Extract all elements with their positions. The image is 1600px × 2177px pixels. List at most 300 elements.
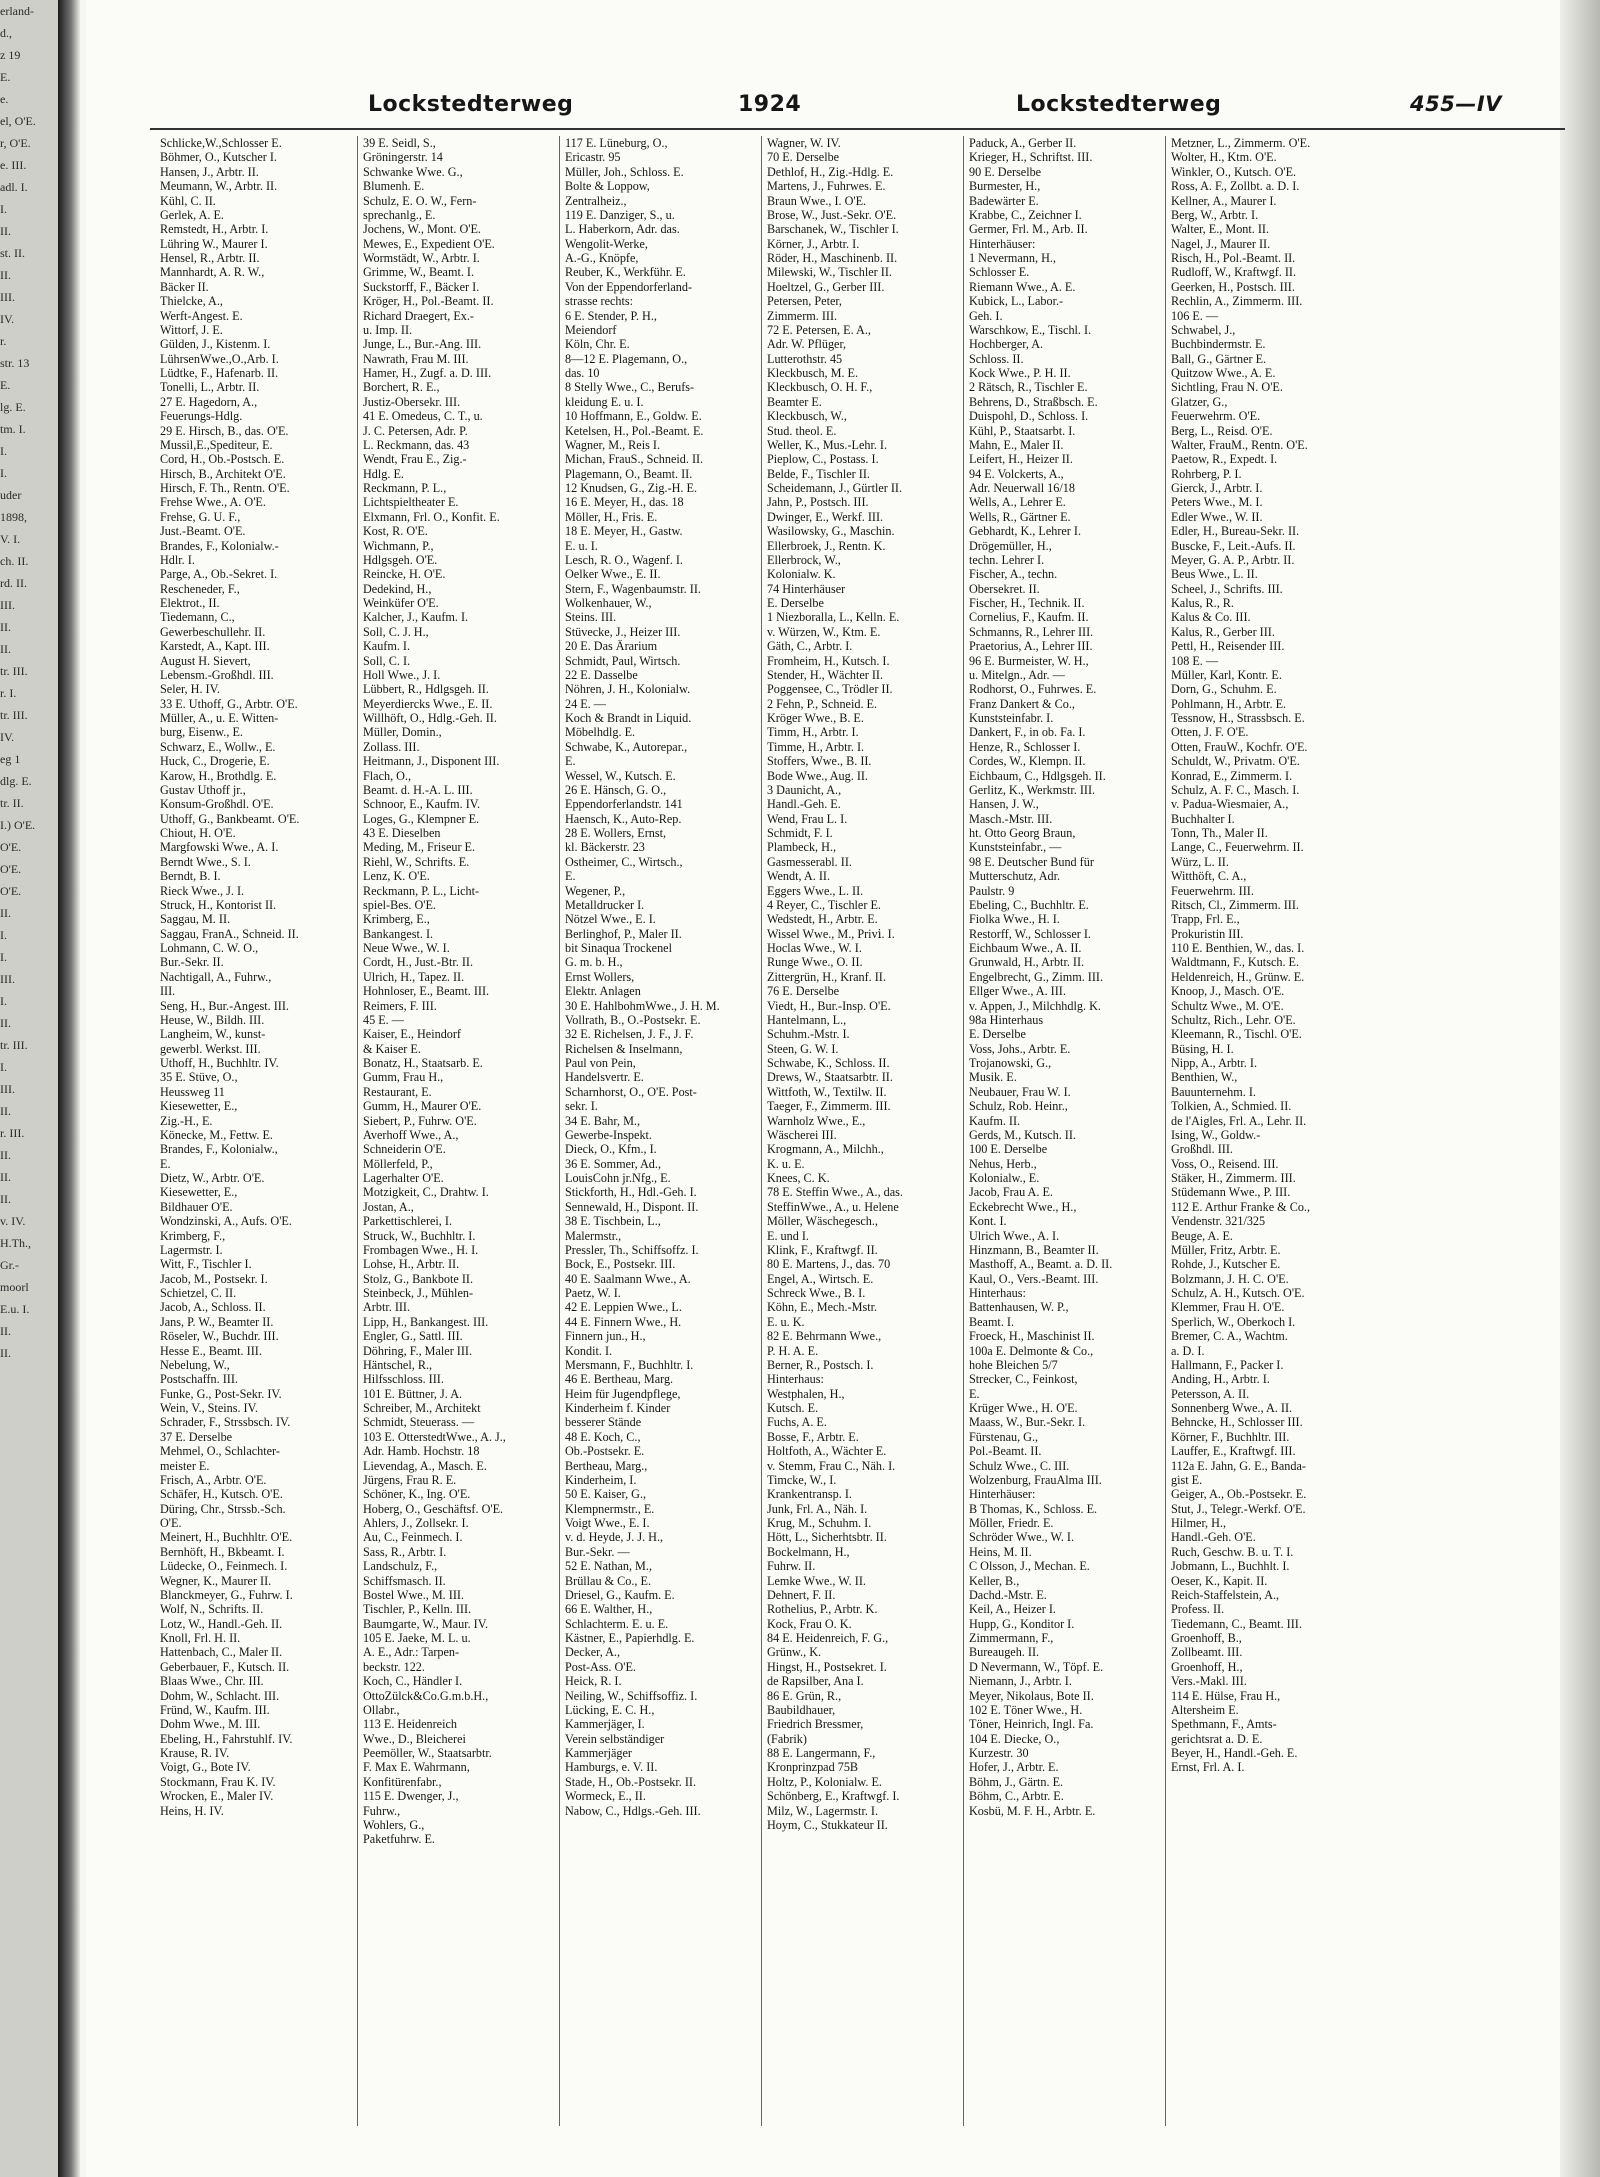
directory-entry: OttoZülck&Co.G.m.b.H., (363, 1688, 489, 1703)
facing-page-fragment: II. (0, 268, 11, 282)
directory-entry: Wagner, M., Reis I. (565, 437, 660, 452)
directory-entry: Düring, Chr., Strssb.-Sch. (160, 1501, 286, 1516)
directory-entry: Stoffers, Wwe., B. II. (767, 754, 872, 769)
directory-entry: Thielcke, A., (160, 294, 223, 309)
directory-entry: burg, Eisenw., E. (160, 725, 243, 740)
directory-entry: LührsenWwe.,O.,Arb. I. (160, 351, 279, 366)
directory-entry: Müller, Fritz, Arbtr. E. (1171, 1242, 1281, 1257)
directory-entry: a. D. I. (1171, 1343, 1205, 1358)
directory-entry: E. u. K. (767, 1314, 805, 1329)
directory-entry: Tonn, Th., Maler II. (1171, 826, 1268, 840)
directory-entry: Meyerdiercks Wwe., E. II. (363, 696, 493, 711)
directory-entry: 18 E. Meyer, H., Gastw. (565, 524, 683, 539)
facing-page-fragment: r. (0, 334, 7, 348)
facing-page-fragment: III. (0, 972, 15, 986)
directory-entry: Neubauer, Frau W. I. (969, 1084, 1071, 1099)
directory-entry: Drews, W., Staatsarbtr. II. (767, 1070, 893, 1085)
directory-entry: 32 E. Richelsen, J. F., J. F. (565, 1027, 694, 1042)
directory-entry: Riemann Wwe., A. E. (969, 279, 1076, 294)
directory-entry: Tonelli, L., Arbtr. II. (160, 380, 260, 395)
facing-page-fragment: tr. III. (0, 664, 28, 678)
directory-entry: Kost, R. O'E. (363, 524, 428, 539)
directory-entry: Justiz-Obersekr. III. (363, 394, 461, 409)
directory-entry: Ketelsen, H., Pol.-Beamt. E. (565, 423, 704, 438)
directory-entry: Elektr. Anlagen (565, 984, 641, 999)
directory-entry: 12 Knudsen, G., Zig.-H. E. (565, 481, 698, 495)
directory-entry: Geh. I. (969, 308, 1003, 323)
directory-entry: Lüdtke, F., Hafenarb. II. (160, 366, 279, 380)
directory-entry: Saggau, M. II. (160, 912, 231, 927)
directory-entry: Flach, O., (363, 768, 412, 783)
directory-entry: bit Sinaqua Trockenel (565, 941, 672, 955)
directory-entry: Bostel Wwe., M. III. (363, 1587, 464, 1602)
directory-entry: Hohnloser, E., Beamt. III. (363, 984, 490, 999)
directory-entry: Froeck, H., Maschinist II. (969, 1329, 1095, 1344)
directory-entry: Paetz, W. I. (565, 1286, 621, 1300)
directory-entry: 42 E. Leppien Wwe., L. (565, 1300, 682, 1315)
directory-entry: Brüllau & Co., E. (565, 1573, 651, 1588)
directory-column (559, 136, 761, 2126)
directory-entry: Cordes, W., Klempn. II. (969, 754, 1086, 769)
directory-entry: SteffinWwe., A., u. Helene (767, 1199, 899, 1214)
directory-entry: 2 Fehn, P., Schneid. E. (767, 696, 878, 711)
directory-entry: P. H. A. E. (767, 1343, 819, 1358)
directory-entry: Oeser, K., Kapit. II. (1171, 1573, 1268, 1588)
directory-entry: de Rapsilber, Ana I. (767, 1674, 864, 1689)
directory-entry: Schmidt, Paul, Wirtsch. (565, 653, 681, 668)
directory-entry: 78 E. Steffin Wwe., A., das. (767, 1185, 903, 1200)
directory-entry: E. und I. (767, 1228, 809, 1243)
directory-entry: Edler, H., Bureau-Sekr. II. (1171, 524, 1300, 539)
facing-page-fragment: tr. III. (0, 708, 28, 722)
directory-entry: Gustav Uthoff jr., (160, 782, 246, 797)
directory-entry: Hinterhäuser: (969, 1487, 1036, 1502)
directory-entry: Beuge, A. E. (1171, 1228, 1233, 1243)
directory-entry: Maass, W., Bur.-Sekr. I. (969, 1415, 1086, 1430)
directory-entry: Richelsen & Inselmann, (565, 1041, 683, 1056)
directory-entry: 27 E. Hagedorn, A., (160, 394, 258, 409)
directory-entry: Reckmann, P. L., (363, 481, 447, 495)
directory-entry: Schwabel, J., (1171, 322, 1236, 337)
directory-entry: Hingst, H., Postsekret. I. (767, 1659, 887, 1674)
directory-entry: beckstr. 122. (363, 1659, 425, 1674)
directory-entry: Malermstr., (565, 1228, 622, 1243)
directory-entry: Nipp, A., Arbtr. I. (1171, 1056, 1257, 1070)
directory-entry: Plagemann, O., Beamt. II. (565, 466, 693, 481)
directory-entry: Dietz, W., Arbtr. O'E. (160, 1171, 265, 1185)
directory-entry: Stender, H., Wächter II. (767, 667, 884, 682)
directory-entry: Wormeck, E., II. (565, 1789, 646, 1804)
facing-page-fragment: I. (0, 950, 7, 964)
directory-entry: G. m. b. H., (565, 955, 623, 970)
directory-entry: 46 E. Bertheau, Marg. (565, 1372, 674, 1387)
directory-entry: Risch, H., Pol.-Beamt. II. (1171, 251, 1296, 265)
directory-entry: Dohm, W., Schlacht. III. (160, 1688, 280, 1703)
directory-entry: Konfitürenfabr., (363, 1774, 442, 1789)
directory-entry: Just.-Beamt. O'E. (160, 524, 246, 539)
directory-entry: (Fabrik) (767, 1731, 807, 1746)
directory-entry: Dehnert, F. II. (767, 1587, 836, 1602)
directory-entry: 40 E. Saalmann Wwe., A. (565, 1271, 691, 1286)
directory-entry: Bankangest. I. (363, 926, 434, 941)
directory-entry: Jans, P. W., Beamter II. (160, 1314, 274, 1329)
directory-entry: Voss, Johs., Arbtr. E. (969, 1041, 1071, 1056)
directory-entry: Fischer, H., Technik. II. (969, 596, 1085, 610)
directory-entry: Stickforth, H., Hdl.-Geh. I. (565, 1185, 697, 1200)
directory-entry: 106 E. — (1171, 308, 1219, 323)
directory-entry: Keller, B., (969, 1573, 1020, 1588)
directory-entry: Petersson, A. II. (1171, 1386, 1250, 1401)
directory-entry: Ulrich, H., Tapez. II. (363, 969, 465, 984)
facing-page-fragment: v. IV. (0, 1214, 26, 1228)
directory-entry: Hofer, J., Arbtr. E. (969, 1760, 1059, 1775)
directory-entry: Gumm, Frau H., (363, 1070, 444, 1085)
directory-entry: Zollbeamt. III. (1171, 1645, 1243, 1660)
directory-entry: Wwe., D., Bleicherei (363, 1731, 466, 1746)
directory-entry: Schulz Wwe., C. III. (969, 1458, 1070, 1473)
directory-entry: Pressler, Th., Schiffsoffz. I. (565, 1242, 699, 1257)
directory-entry: Pieplow, C., Postass. I. (767, 452, 879, 467)
directory-entry: Benthien, W., (1171, 1070, 1238, 1085)
directory-entry: Knoll, Frl. H. II. (160, 1631, 241, 1645)
directory-entry: Grünw., K. (767, 1645, 822, 1660)
directory-entry: Jacob, Frau A. E. (969, 1185, 1053, 1200)
directory-entry: Gebhardt, K., Lehrer I. (969, 524, 1082, 539)
directory-entry: Köln, Chr. E. (565, 337, 630, 352)
directory-entry: Hilmer, H., (1171, 1516, 1227, 1530)
directory-entry: Hdlg. E. (363, 466, 404, 481)
directory-entry: hohe Bleichen 5/7 (969, 1357, 1058, 1372)
directory-entry: Wittorf, J. E. (160, 322, 223, 337)
directory-entry: Driesel, G., Kaufm. E. (565, 1587, 675, 1602)
directory-entry: Heins, H. IV. (160, 1803, 224, 1818)
facing-page-fragment: O'E. (0, 862, 22, 876)
directory-entry: Steinbeck, J., Mühlen- (363, 1286, 474, 1300)
facing-page-fragment: e. III. (0, 158, 27, 172)
directory-entry: Hinzmann, B., Beamter II. (969, 1242, 1099, 1257)
directory-entry: Hoym, C., Stukkateur II. (767, 1817, 888, 1832)
directory-entry: Altersheim E. (1171, 1702, 1239, 1717)
facing-page-fragment: II. (0, 224, 11, 238)
directory-entry: Hinterhaus: (767, 1372, 824, 1387)
directory-entry: Krieger, H., Schriftst. III. (969, 150, 1093, 165)
directory-entry: Berlinghof, P., Maler II. (565, 926, 682, 941)
directory-entry: Beyer, H., Handl.-Geh. E. (1171, 1746, 1298, 1760)
directory-entry: Buchbindermstr. E. (1171, 337, 1266, 352)
directory-entry: Gumm, H., Maurer O'E. (363, 1099, 482, 1114)
directory-entry: Seler, H. IV. (160, 682, 220, 697)
directory-entry: Hesse E., Beamt. III. (160, 1343, 262, 1358)
directory-entry: Nawrath, Frau M. III. (363, 351, 469, 366)
directory-entry: Gröningerstr. 14 (363, 150, 443, 165)
facing-page-fragment: II. (0, 1170, 11, 1184)
directory-entry: Mersmann, F., Buchhltr. I. (565, 1357, 694, 1372)
directory-entry: Büsing, H. I. (1171, 1041, 1234, 1056)
directory-entry: Lüdecke, O., Feinmech. I. (160, 1559, 288, 1574)
directory-entry: Poggensee, C., Trödler II. (767, 682, 893, 697)
directory-entry: Hupp, G., Konditor I. (969, 1616, 1075, 1631)
facing-page-fragment: I. (0, 994, 7, 1008)
header-rule (150, 128, 1565, 130)
directory-entry: Krimberg, F., (160, 1228, 226, 1243)
directory-entry: Averhoff Wwe., A., (363, 1127, 459, 1142)
directory-entry: Wells, A., Lehrer E. (969, 495, 1066, 510)
directory-entry: Rechlin, A., Zimmerm. III. (1171, 294, 1303, 309)
directory-entry: Reincke, H. O'E. (363, 567, 446, 582)
directory-entry: 98a Hinterhaus (969, 1012, 1044, 1027)
directory-entry: 101 E. Büttner, J. A. (363, 1386, 463, 1401)
facing-page-fragment: II. (0, 1346, 11, 1360)
directory-entry: Frisch, A., Arbtr. O'E. (160, 1472, 267, 1487)
directory-entry: Rohrberg, P. I. (1171, 466, 1242, 481)
directory-entry: Kiesewetter, E., (160, 1185, 238, 1200)
directory-entry: Hamburgs, e. V. II. (565, 1760, 658, 1775)
directory-entry: Adr. Hamb. Hochstr. 18 (363, 1444, 480, 1459)
directory-entry: Lotz, W., Handl.-Geh. II. (160, 1616, 283, 1631)
directory-entry: 8 Stelly Wwe., C., Berufs- (565, 380, 695, 395)
directory-entry: Paetow, R., Expedt. I. (1171, 452, 1278, 467)
directory-entry: Kronprinzpad 75B (767, 1760, 859, 1775)
directory-entry: 37 E. Derselbe (160, 1429, 233, 1444)
directory-entry: Eichbaum, C., Hdlgsgeh. II. (969, 768, 1106, 783)
directory-entry: Beus Wwe., L. II. (1171, 567, 1258, 582)
directory-entry: A. E., Adr.: Tarpen- (363, 1645, 460, 1660)
directory-entry: Timcke, W., I. (767, 1472, 837, 1487)
directory-entry: Bernhöft, H., Bkbeamt. I. (160, 1544, 285, 1559)
directory-entry: Martens, J., Fuhrwes. E. (767, 179, 886, 194)
header-street-right: Lockstedterweg (1016, 92, 1222, 117)
directory-entry: Lagermstr. I. (160, 1242, 223, 1257)
directory-entry: Würz, L. II. (1171, 854, 1229, 869)
directory-entry: kleidung E. u. I. (565, 394, 644, 409)
directory-entry: 1 Niezboralla, L., Kelln. E. (767, 610, 900, 625)
directory-entry: Drögemüller, H., (969, 538, 1052, 553)
directory-entry: Kinderheim, I. (565, 1472, 637, 1487)
directory-entry: Peters Wwe., M. I. (1171, 495, 1263, 510)
directory-entry: Huck, C., Drogerie, E. (160, 754, 270, 769)
facing-page-fragment: erland- (0, 4, 34, 18)
directory-entry: Meiendorf (565, 322, 617, 337)
directory-entry: Bremer, C. A., Wachtm. (1171, 1329, 1288, 1344)
facing-page-fragment: tr. III. (0, 1038, 28, 1052)
directory-entry: 84 E. Heidenreich, F. G., (767, 1631, 889, 1645)
directory-entry: Hansen, J., Arbtr. II. (160, 164, 259, 179)
directory-entry: 50 E. Kaiser, G., (565, 1487, 647, 1502)
directory-entry: Schulz, Rob. Heinr., (969, 1099, 1068, 1114)
directory-entry: 66 E. Walther, H., (565, 1602, 653, 1617)
directory-entry: Meyer, G. A. P., Arbtr. II. (1171, 552, 1295, 567)
facing-page-fragment: I. (0, 928, 7, 942)
directory-entry: Zimmerm. III. (767, 308, 838, 323)
directory-entry: Sperlich, W., Oberkoch I. (1171, 1314, 1296, 1329)
directory-column (357, 136, 559, 2126)
directory-entry: Krause, R. IV. (160, 1746, 230, 1760)
directory-entry: Reich-Staffelstein, A., (1171, 1587, 1280, 1602)
facing-page-fragment: tm. I. (0, 422, 26, 436)
directory-entry: Schultz Wwe., M. O'E. (1171, 998, 1284, 1013)
directory-entry: Sennewald, H., Dispont. II. (565, 1199, 699, 1214)
directory-entry: Großhdl. III. (1171, 1142, 1233, 1157)
directory-entry: Nachtigall, A., Fuhrw., (160, 969, 272, 984)
directory-entry: Cordt, H., Just.-Btr. II. (363, 955, 474, 970)
directory-entry: Wrocken, E., Maler IV. (160, 1789, 274, 1804)
directory-entry: Dedekind, H., (363, 581, 432, 596)
directory-entry: Körner, F., Buchhltr. III. (1171, 1429, 1290, 1444)
directory-entry: Adr. W. Pflüger, (767, 337, 847, 352)
directory-entry: Brose, W., Just.-Sekr. O'E. (767, 207, 897, 222)
directory-entry: Hinterhaus: (969, 1286, 1026, 1300)
directory-entry: Reckmann, P. L., Licht- (363, 883, 480, 898)
directory-entry: 38 E. Tischbein, L., (565, 1214, 661, 1229)
directory-entry: Zittergrün, H., Kranf. II. (767, 969, 886, 984)
directory-entry: Frehse, G. U. F., (160, 509, 241, 524)
directory-entry: Fischer, A., techn. (969, 567, 1058, 582)
facing-page-fragment: II. (0, 1192, 11, 1206)
directory-entry: Geberbauer, F., Kutsch. II. (160, 1659, 290, 1674)
directory-entry: Adr. Neuerwall 16/18 (969, 481, 1075, 495)
directory-entry: 117 E. Lüneburg, O., (565, 136, 668, 150)
directory-entry: Werft-Angest. E. (160, 308, 243, 323)
directory-entry: Wäscherei III. (767, 1127, 837, 1142)
directory-entry: Leifert, H., Heizer II. (969, 452, 1073, 467)
directory-entry: Wohlers, G., (363, 1817, 425, 1832)
facing-page-fragment: uder (0, 488, 22, 502)
directory-entry: Von der Eppendorferland- (565, 279, 693, 294)
directory-entry: Ulrich Wwe., A. I. (969, 1228, 1060, 1243)
directory-entry: Heick, R. I. (565, 1674, 622, 1689)
directory-entry: Baubildhauer, (767, 1702, 836, 1717)
directory-entry: v. d. Heyde, J. J. H., (565, 1530, 664, 1545)
directory-entry: Nötzel Wwe., E. I. (565, 912, 656, 927)
directory-entry: 100 E. Derselbe (969, 1142, 1048, 1157)
directory-entry: Jochens, W., Mont. O'E. (363, 222, 481, 237)
directory-entry: 44 E. Finnern Wwe., H. (565, 1314, 682, 1329)
directory-entry: Masthoff, A., Beamt. a. D. II. (969, 1257, 1113, 1272)
page-number: 455—IV (1410, 92, 1502, 116)
directory-entry: Post-Ass. O'E. (565, 1659, 636, 1674)
directory-entry: Parge, A., Ob.-Sekret. I. (160, 567, 278, 582)
directory-entry: meister E. (160, 1458, 210, 1473)
directory-entry: Walter, FrauM., Rentn. O'E. (1171, 437, 1308, 452)
directory-entry: 110 E. Benthien, W., das. I. (1171, 941, 1305, 955)
directory-entry: Otten, FrauW., Kochfr. O'E. (1171, 739, 1308, 754)
directory-entry: Berner, R., Postsch. I. (767, 1357, 874, 1372)
directory-entry: Berg, L., Reisd. O'E. (1171, 423, 1273, 438)
directory-entry: Möllerfeld, P., (363, 1156, 433, 1171)
directory-entry: Rothelius, P., Arbtr. K. (767, 1602, 878, 1617)
directory-entry: Mannhardt, A. R. W., (160, 265, 265, 280)
directory-entry: Paketfuhrw. E. (363, 1832, 435, 1847)
directory-entry: Kleckbusch, W., (767, 409, 847, 424)
facing-page-fragment: III. (0, 290, 15, 304)
directory-entry: Soll, C. I. (363, 653, 411, 668)
directory-entry: Michan, FrauS., Schneid. II. (565, 452, 704, 467)
facing-page-fragment: II. (0, 906, 11, 920)
directory-entry: Meding, M., Friseur E. (363, 840, 476, 855)
facing-page-fragment: e. (0, 92, 9, 106)
directory-entry: Baumgarte, W., Maur. IV. (363, 1616, 489, 1631)
facing-page-fragment: II. (0, 1104, 11, 1118)
directory-entry: E. u. I. (565, 538, 598, 553)
facing-page-fragment: ch. II. (0, 554, 29, 568)
directory-entry: Geiger, A., Ob.-Postsekr. E. (1171, 1487, 1307, 1502)
facing-page-fragment: I.) O'E. (0, 818, 36, 832)
directory-entry: Rescheneder, F., (160, 581, 240, 596)
directory-entry: Schrader, F., Strssbsch. IV. (160, 1415, 291, 1430)
directory-entry: Müller, A., u. E. Witten- (160, 711, 279, 725)
directory-entry: sprechanlg., E. (363, 207, 436, 222)
directory-entry: Pohlmann, H., Arbtr. E. (1171, 696, 1287, 711)
facing-page-text (0, 0, 48, 2177)
directory-entry: Nehus, Herb., (969, 1156, 1037, 1171)
directory-entry: Zimmermann, F., (969, 1631, 1054, 1645)
directory-entry: v. Würzen, W., Ktm. E. (767, 624, 881, 639)
directory-entry: Krug, M., Schuhm. I. (767, 1516, 872, 1530)
directory-entry: 20 E. Das Ärarium (565, 639, 658, 654)
directory-entry: Berndt, B. I. (160, 869, 221, 884)
directory-entry: Handl.-Geh. E. (767, 797, 841, 812)
directory-entry: Eggers Wwe., L. II. (767, 883, 864, 898)
directory-entry: Willhöft, O., Hdlg.-Geh. II. (363, 711, 497, 725)
directory-entry: Warschkow, E., Tischl. I. (969, 322, 1092, 337)
directory-entry: & Kaiser E. (363, 1041, 421, 1056)
directory-entry: Hallmann, F., Packer I. (1171, 1357, 1284, 1372)
directory-entry: Witthöft, C. A., (1171, 869, 1247, 884)
directory-entry: Kunststeinfabr., — (969, 840, 1062, 855)
directory-entry: Fründ, W., Kaufm. III. (160, 1702, 270, 1717)
directory-entry: Ahlers, J., Zollsekr. I. (363, 1516, 469, 1530)
directory-entry: 24 E. — (565, 696, 606, 711)
directory-entry: Sonnenberg Wwe., A. II. (1171, 1401, 1293, 1415)
directory-entry: Töner, Heinrich, Ingl. Fa. (969, 1717, 1094, 1732)
directory-entry: Cornelius, F., Kaufm. II. (969, 610, 1089, 625)
directory-entry: Ellerbrock, W., (767, 552, 841, 567)
directory-entry: Schmidt, Steuerass. — (363, 1415, 475, 1430)
directory-entry: 39 E. Seidl, S., (363, 136, 436, 150)
directory-entry: Ising, W., Goldw.- (1171, 1127, 1261, 1142)
directory-entry: Obersekret. II. (969, 581, 1040, 596)
directory-entry: Meinert, H., Buchhltr. O'E. (160, 1530, 293, 1545)
directory-entry: Lenz, K. O'E. (363, 869, 430, 884)
directory-entry: Klink, F., Kraftwgf. II. (767, 1242, 878, 1257)
directory-entry: Pettl, H., Reisender III. (1171, 639, 1285, 654)
directory-entry: Schulz, E. O. W., Fern- (363, 193, 477, 208)
directory-entry: Au, C., Feinmech. I. (363, 1530, 463, 1545)
directory-entry: Steins. III. (565, 610, 617, 625)
directory-entry: Witt, F., Tischler I. (160, 1257, 252, 1272)
directory-entry: 103 E. OtterstedtWwe., A. J., (363, 1429, 506, 1444)
directory-entry: Mehmel, O., Schlachter- (160, 1444, 280, 1459)
directory-entry: besserer Stände (565, 1415, 642, 1430)
directory-entry: 2 Rätsch, R., Tischler E. (969, 380, 1088, 395)
directory-entry: 34 E. Bahr, M., (565, 1113, 640, 1128)
directory-entry: Wissel Wwe., M., Privⅰ. I. (767, 926, 895, 941)
directory-entry: Böhmer, O., Kutscher I. (160, 150, 277, 165)
directory-entry: Neiling, W., Schiffsoffiz. I. (565, 1688, 698, 1703)
directory-entry: 52 E. Nathan, M., (565, 1559, 652, 1574)
directory-entry: Groenhoff, B., (1171, 1631, 1242, 1645)
directory-entry: Berndt Wwe., S. I. (160, 854, 251, 869)
directory-entry: Behrens, D., Straßbsch. E. (969, 394, 1098, 409)
header-year: 1924 (738, 92, 802, 117)
directory-entry: Voss, O., Reisend. III. (1171, 1156, 1279, 1171)
directory-entry: K. u. E. (767, 1156, 805, 1171)
directory-entry: Ollabr., (363, 1702, 400, 1717)
directory-entry: E. (969, 1386, 980, 1401)
directory-entry: Wormstädt, W., Arbtr. I. (363, 251, 480, 265)
directory-entry: Sichtling, Frau N. O'E. (1171, 380, 1283, 395)
directory-entry: 90 E. Derselbe (969, 164, 1042, 179)
